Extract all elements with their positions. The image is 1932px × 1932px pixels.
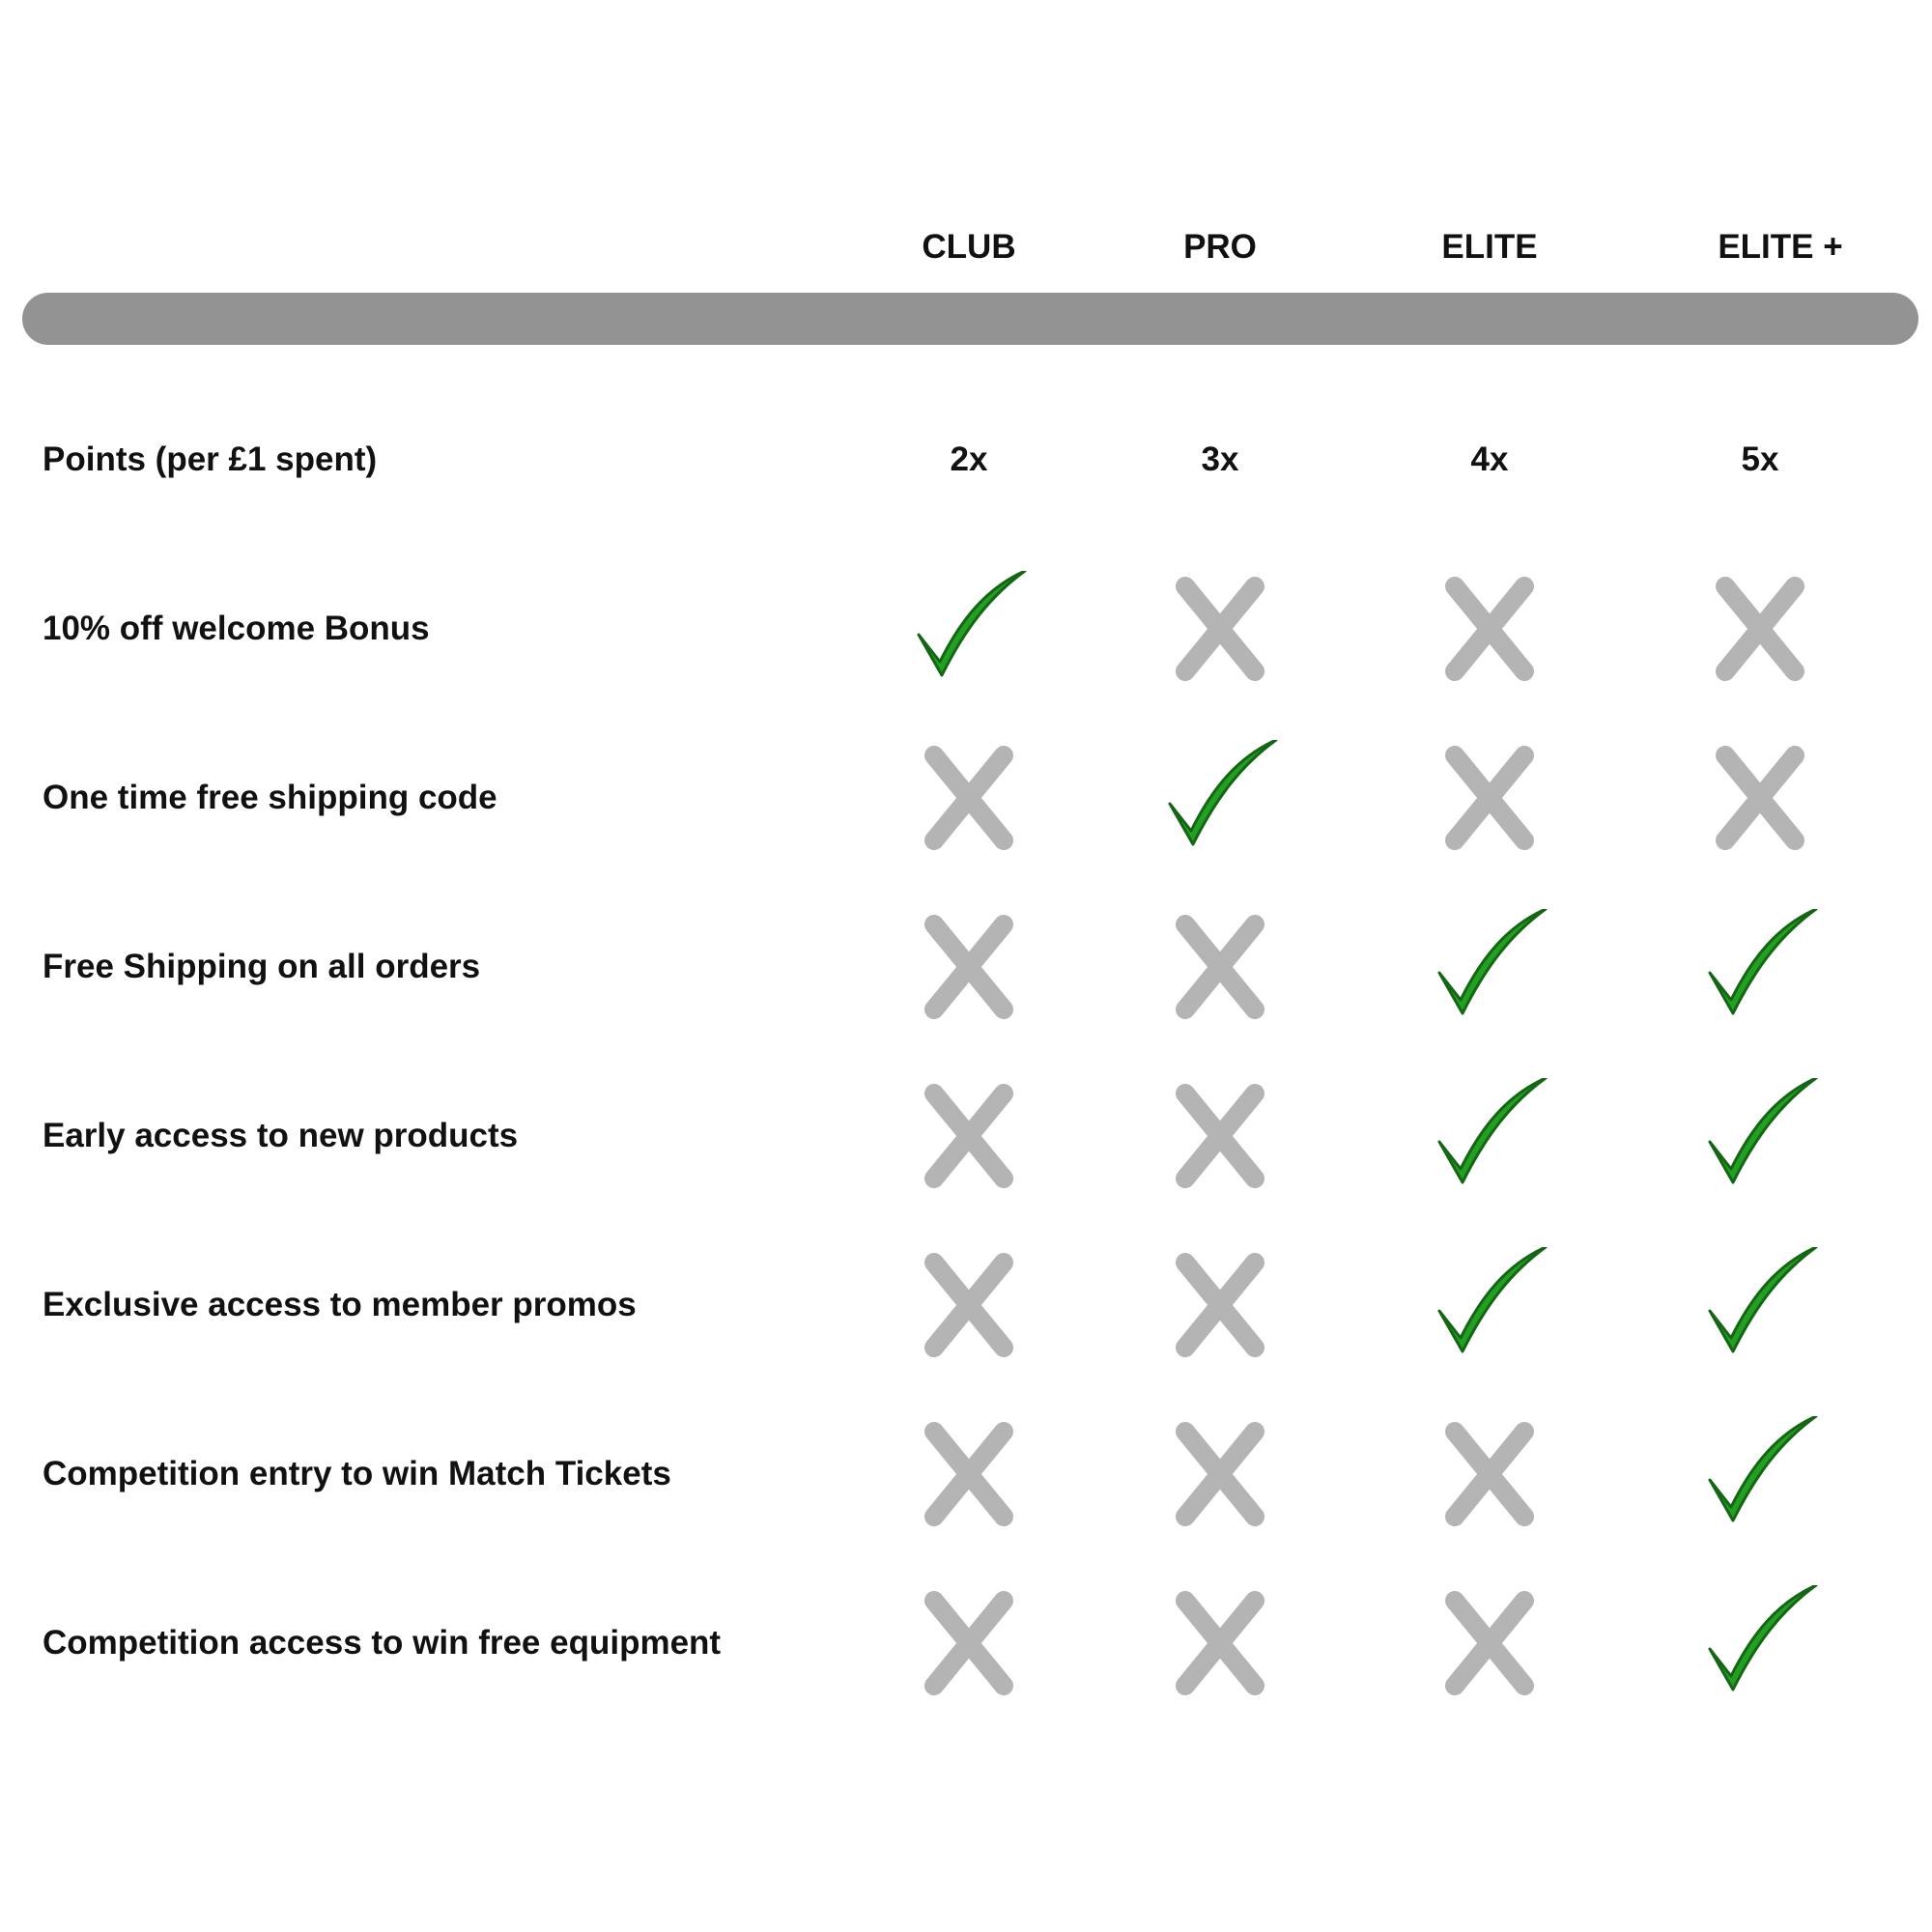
- check-icon: [1432, 1247, 1548, 1363]
- feature-label-member-promos: Exclusive access to member promos: [43, 1286, 637, 1323]
- cross-icon: [1162, 571, 1278, 687]
- cross-icon: [911, 1416, 1027, 1532]
- cross-icon: [1702, 571, 1818, 687]
- cross-icon: [911, 1585, 1027, 1701]
- tier-header-pro: PRO: [1183, 228, 1257, 266]
- check-icon: [1702, 1078, 1818, 1194]
- tier-header-club: CLUB: [922, 228, 1016, 266]
- tier-header-elite: ELITE: [1441, 228, 1538, 266]
- points-value-pro: 3x: [1201, 440, 1239, 478]
- check-icon: [1432, 1078, 1548, 1194]
- feature-label-welcome-bonus: 10% off welcome Bonus: [43, 610, 430, 647]
- cross-icon: [1702, 740, 1818, 856]
- cross-icon: [1432, 571, 1548, 687]
- check-icon: [1702, 1416, 1818, 1532]
- check-icon: [1702, 1247, 1818, 1363]
- tier-header-elite-plus: ELITE +: [1718, 228, 1843, 266]
- feature-label-match-tickets: Competition entry to win Match Tickets: [43, 1455, 671, 1492]
- feature-label-free-shipping-code: One time free shipping code: [43, 779, 497, 816]
- check-icon: [1702, 1585, 1818, 1701]
- cross-icon: [1162, 1247, 1278, 1363]
- feature-label-free-equipment: Competition access to win free equipment: [43, 1624, 722, 1662]
- points-value-club: 2x: [950, 440, 988, 478]
- cross-icon: [1162, 1416, 1278, 1532]
- cross-icon: [911, 740, 1027, 856]
- cross-icon: [911, 909, 1027, 1025]
- cross-icon: [1432, 1416, 1548, 1532]
- check-icon: [1432, 909, 1548, 1025]
- check-icon: [1702, 909, 1818, 1025]
- cross-icon: [911, 1247, 1027, 1363]
- feature-label-early-access: Early access to new products: [43, 1117, 519, 1154]
- check-icon: [1162, 740, 1278, 856]
- points-row-label: Points (per £1 spent): [43, 440, 378, 478]
- check-icon: [911, 571, 1027, 687]
- cross-icon: [1162, 909, 1278, 1025]
- header-divider-bar: [22, 293, 1918, 345]
- cross-icon: [911, 1078, 1027, 1194]
- cross-icon: [1432, 1585, 1548, 1701]
- cross-icon: [1162, 1078, 1278, 1194]
- feature-label-free-shipping-all-orders: Free Shipping on all orders: [43, 948, 481, 985]
- cross-icon: [1162, 1585, 1278, 1701]
- cross-icon: [1432, 740, 1548, 856]
- points-value-elite-plus: 5x: [1741, 440, 1779, 478]
- points-value-elite: 4x: [1470, 440, 1509, 478]
